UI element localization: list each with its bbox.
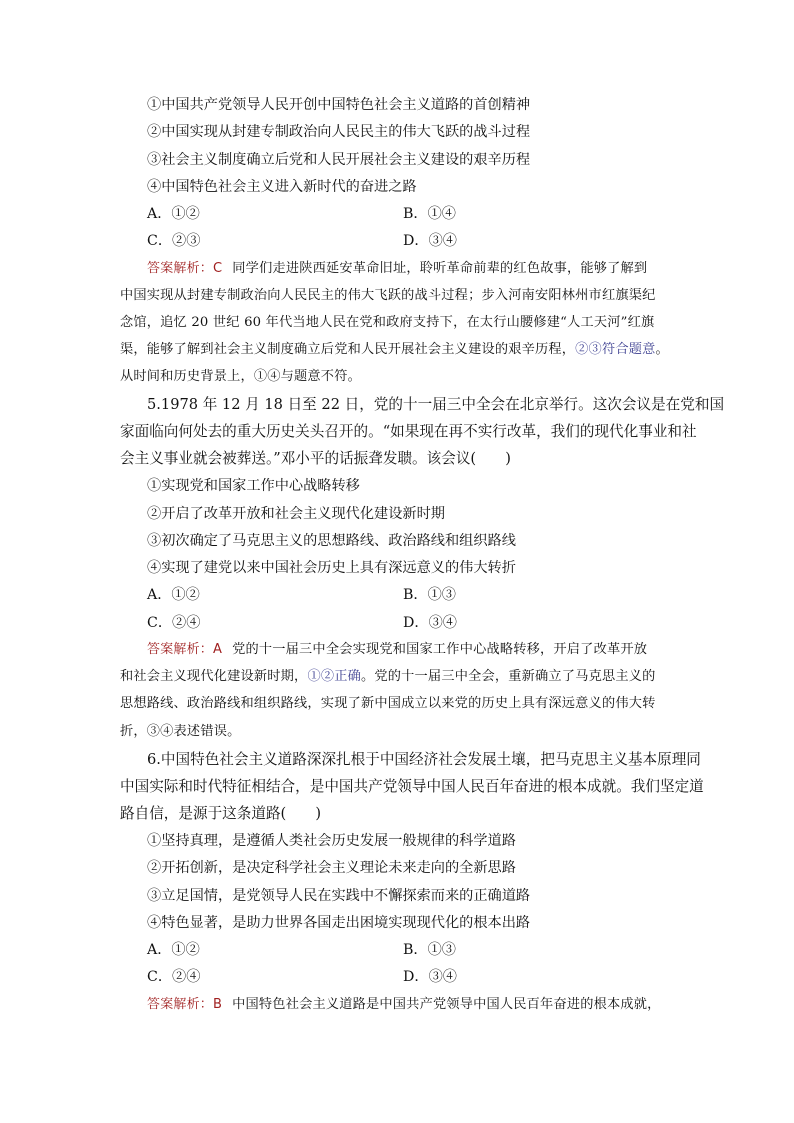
q5-answer-line-1: 答案解析：A 党的十一届三中全会实现党和国家工作中心战略转移，开启了改革开放 [147, 642, 648, 657]
q5-option-d: D．③④ [403, 615, 457, 631]
q4-item-3: ③社会主义制度确立后党和人民开展社会主义建设的艰辛历程 [147, 152, 531, 168]
q6-option-a: A．①② [147, 942, 200, 958]
q6-answer-line-1: 答案解析：B 中国特色社会主义道路是中国共产党领导中国人民百年奋进的根本成就， [147, 997, 661, 1012]
q6-stem-line-2: 中国实际和时代特征相结合，是中国共产党领导中国人民百年奋进的根本成就。我们坚定道 [120, 778, 704, 795]
q5-item-3: ③初次确定了马克思主义的思想路线、政治路线和组织路线 [147, 533, 516, 549]
q6-stem-line-3: 路自信，是源于这条道路( ) [120, 805, 322, 822]
highlight-text: ①②正确 [307, 669, 361, 684]
answer-key: B [213, 997, 223, 1012]
q4-option-b: B．①④ [403, 206, 456, 222]
q4-option-a: A．①② [147, 206, 200, 222]
q4-answer-line-2: 中国实现从封建专制政治向人民民主的伟大飞跃的战斗过程；步入河南安阳林州市红旗渠纪 [120, 288, 656, 303]
q6-item-4: ④特色显著，是助力世界各国走出困境实现现代化的根本出路 [147, 915, 531, 931]
q4-answer-line-5: 从时间和历史背景上，①④与题意不符。 [120, 369, 361, 384]
q5-item-4: ④实现了建党以来中国社会历史上具有深远意义的伟大转折 [147, 560, 516, 576]
answer-label: 答案解析： [147, 642, 214, 657]
q4-item-4: ④中国特色社会主义进入新时代的奋进之路 [147, 179, 417, 195]
q5-answer-line-2: 和社会主义现代化建设新时期，①②正确。党的十一届三中全会，重新确立了马克思主义的 [120, 669, 656, 684]
highlight-text: ②③符合题意 [575, 342, 656, 357]
q4-answer-line-1: 答案解析：C 同学们走进陕西延安革命旧址，聆听革命前辈的红色故事，能够了解到 [147, 261, 648, 276]
q4-answer-line-4: 渠，能够了解到社会主义制度确立后党和人民开展社会主义建设的艰辛历程，②③符合题意。 [120, 342, 669, 357]
q5-answer-line-3: 思想路线、政治路线和组织路线，实现了新中国成立以来党的历史上具有深远意义的伟大转 [120, 696, 656, 711]
q6-stem-line-1: 6.中国特色社会主义道路深深扎根于中国经济社会发展土壤，把马克思主义基本原理同 [147, 751, 701, 768]
answer-label: 答案解析： [147, 997, 214, 1012]
q5-stem-line-1: 5.1978 年 12 月 18 日至 22 日，党的十一届三中全会在北京举行。这次会议是在党和国 [147, 396, 725, 413]
q6-item-2: ②开拓创新，是决定科学社会主义理论未来走向的全新思路 [147, 860, 516, 876]
q5-item-2: ②开启了改革开放和社会主义现代化建设新时期 [147, 506, 445, 522]
answer-key: C [213, 261, 223, 276]
answer-key: A [213, 642, 223, 657]
q4-item-2: ②中国实现从封建专制政治向人民民主的伟大飞跃的战斗过程 [147, 124, 531, 140]
q5-option-a: A．①② [147, 587, 200, 603]
q6-option-d: D．③④ [403, 969, 457, 985]
q6-option-b: B．①③ [403, 942, 456, 958]
answer-label: 答案解析： [147, 261, 214, 276]
q4-item-1: ①中国共产党领导人民开创中国特色社会主义道路的首创精神 [147, 97, 531, 113]
q5-item-1: ①实现党和国家工作中心战略转移 [147, 478, 360, 494]
q5-option-c: C．②④ [147, 615, 201, 631]
q4-option-c: C．②③ [147, 233, 201, 249]
q5-answer-line-4: 折，③④表述错误。 [120, 724, 241, 739]
q6-option-c: C．②④ [147, 969, 201, 985]
q5-stem-line-2: 家面临向何处去的重大历史关头召开的。“如果现在再不实行改革，我们的现代化事业和社 [120, 423, 697, 440]
q6-item-3: ③立足国情，是党领导人民在实践中不懈探索而来的正确道路 [147, 888, 531, 904]
q4-answer-line-3: 念馆，追忆 20 世纪 60 年代当地人民在党和政府支持下，在太行山腰修建“人工天河”红旗 [120, 315, 655, 330]
q4-option-d: D．③④ [403, 233, 457, 249]
q6-item-1: ①坚持真理，是遵循人类社会历史发展一般规律的科学道路 [147, 833, 516, 849]
q5-option-b: B．①③ [403, 587, 456, 603]
q5-stem-line-3: 会主义事业就会被葬送。”邓小平的话振聋发聩。该会议( ) [120, 450, 511, 467]
